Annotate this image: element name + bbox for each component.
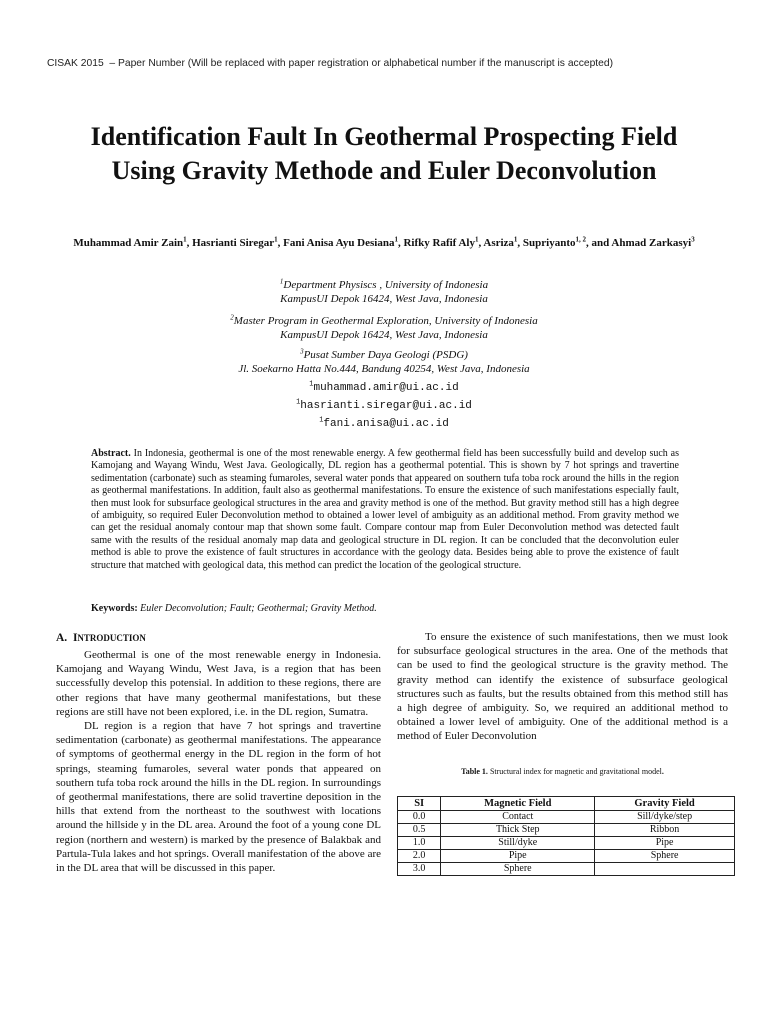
affil-mark: 1 [279, 277, 284, 286]
paragraph: DL region is a region that have 7 hot springs and travertine sedimentation (carbonate) as geothermal manifestations. The appearance of symptoms of geothermal energy in the DL region in the form of hot springs, steaming fumaroles, several water ponds that appeared on southern tufa toba rock around the hills in the DL region. In surroundings of geothermal manifestations, there are solid travertine deposition in the hills that extend from the northeast to the southwest with locations around the hillside y in the DL area. Around the foot of a young cone DL region (northern and western) is marked by the presence of Balakbak and Partula-Tula lakes and hot springs. Overall manifestation of the above are in the DL area that will be discussed in this paper. [56, 720, 381, 875]
section-heading [56, 632, 146, 644]
author-affil-mark: 1 [394, 235, 398, 244]
email-mark: 1 [309, 380, 314, 389]
email-mark: 1 [296, 398, 301, 407]
structural-index-table [397, 796, 735, 876]
author-name: Rifky Rafif Aly [403, 237, 475, 249]
email-mark: 1 [319, 416, 324, 425]
table-cell: 0.0 [398, 811, 441, 824]
email-2[interactable] [100, 399, 668, 413]
email-address[interactable]: fani.anisa@ui.ac.id [323, 418, 449, 430]
affil-mark: 2 [230, 313, 234, 322]
affil-line: Pusat Sumber Daya Geologi (PSDG) [303, 349, 468, 361]
affiliation-3 [100, 348, 668, 376]
author-name: Asriza [483, 237, 514, 249]
keywords-label: Keywords: [91, 603, 138, 614]
table-cell: Thick Step [441, 824, 595, 837]
affil-line: Jl. Soekarno Hatta No.444, Bandung 40254, West Java, Indonesia [238, 363, 530, 375]
paragraph: To ensure the existence of such manifestations, then we must look for subsurface geological structures in the area. One of the methods that can be used to find the geological structure is the gravity method. The gravity method can identify the existence of subsurface geological structures such as faults, but the results obtained from this method still has a high degree of ambiguity. So, we required an additional method to obtained a lower level of ambiguity. One of the additional method is a method of Euler Deconvolution [397, 631, 728, 743]
author-affil-mark: 3 [691, 235, 695, 244]
table-cell: Sill/dyke/step [595, 811, 735, 824]
table-row [398, 811, 735, 824]
paper-title: Identification Fault In Geothermal Prospecting Field Using Gravity Methode and Euler Deconvolution [90, 122, 678, 185]
affiliation-1 [100, 278, 668, 306]
affil-line: Department Physiscs , University of Indonesia [283, 279, 489, 291]
table-row [398, 824, 735, 837]
table-cell: Pipe [595, 837, 735, 850]
table-cell: Ribbon [595, 824, 735, 837]
right-column [397, 630, 728, 744]
section-number: A. [56, 632, 68, 644]
abstract-label: Abstract. [91, 448, 131, 459]
table-header-row [398, 797, 735, 811]
author-name: Ahmad Zarkasyi [611, 237, 692, 249]
email-address[interactable]: hasrianti.siregar@ui.ac.id [300, 400, 472, 412]
table-row [398, 837, 735, 850]
author-conjunction: and [591, 237, 610, 249]
table-caption-text: Structural index for magnetic and gravitational model [489, 767, 662, 776]
table-caption-label: Table 1. [461, 767, 488, 776]
email-3[interactable] [100, 417, 668, 431]
table-cell [595, 863, 735, 876]
author-name: Fani Anisa Ayu Desiana [283, 237, 395, 249]
column-header: SI [398, 797, 441, 811]
table-cell: 3.0 [398, 863, 441, 876]
running-header: CISAK 2015 – Paper Number (Will be replaced with paper registration or alphabetical number if the manuscript is accepted) [47, 58, 614, 69]
author-affil-mark: 1 [474, 235, 479, 244]
affil-line: KampusUI Depok 16424, West Java, Indonesia [280, 293, 488, 305]
table-caption-end: . [661, 767, 664, 776]
affil-mark: 3 [300, 347, 304, 356]
author-affil-mark: 1 [274, 235, 278, 244]
section-title-initial: I [72, 632, 78, 644]
keywords [91, 603, 679, 615]
table-cell: Sphere [595, 850, 735, 863]
author-list: Muhammad Amir Zain$^1$, Hasrianti Siregar$^1$, Fani Anisa Ayu Desiana$^1$, Rifky Rafif Aly$^1$, Asriza$^1$, Supriyanto$^{1, 2}$, and Ahmad Zarkasyi$^3$ [73, 235, 695, 249]
abstract-text: In Indonesia, geothermal is one of the most renewable energy. A few geothermal field has been successfully build and develop such as Kamojang and Wayang Windu, West Java. Geologically, DL region has a geothermal potential. This is shown by 7 hot springs and travertine sedimentation (carbonate) such as steaming fumaroles, several water ponds that appeared on southern tufa toba rock around the hills in the region as geothermal manifestations. In addition, fault also as geothermal manifestations. To ensure the existence of such manifestations especially fault, then must look for subsurface geological structures in the area and gravity method is one of the method. But gravity method still has a high degree of ambiguity, so required Euler Deconvolution method to obtained a lower level of ambiguity as an additional method. From gravity method we can get the residual anomaly contour map that shown some fault. Compare contour map from Euler Deconvolution method was detected fault same with the results of the residual anomaly map data and geological structure in DL region. It can be concluded that the deconvolution euler method is able to prove the existence of fault structures in accordance with the geology data. Besides being able to prove the existence of fault structure that matched with geological data, this method can predict the location of the geological structure. [91, 448, 680, 571]
author-name: Hasrianti Siregar [192, 237, 275, 249]
table-cell: 0.5 [398, 824, 441, 837]
author-affil-mark: 1 [513, 235, 518, 244]
table-cell: 2.0 [398, 850, 441, 863]
author-name: Muhammad Amir Zain [73, 237, 184, 249]
keywords-text: Euler Deconvolution; Fault; Geothermal; Gravity Method. [140, 603, 377, 614]
table-cell: 1.0 [398, 837, 441, 850]
left-column [56, 648, 381, 875]
table-cell: Still/dyke [441, 837, 595, 850]
author-affil-mark: 1, 2 [575, 235, 586, 244]
section-title-rest: NTRODUCTION [77, 633, 146, 643]
table-row [398, 863, 735, 876]
column-header: Magnetic Field [441, 797, 595, 811]
affiliation-2 [100, 314, 668, 342]
table-cell: Contact [441, 811, 595, 824]
abstract [91, 448, 679, 572]
author-affil-mark: 1 [183, 235, 187, 244]
paragraph: Geothermal is one of the most renewable energy in Indonesia. Kamojang and Wayang Windu, West Java, is a region that has been successfully develop this potensial. In addition to these regions, there are other regions that have many geothermal manifestations, but these regions are still have not been explored, i.e. in the DL region, Sumatra. [56, 649, 381, 718]
table-cell: Sphere [441, 863, 595, 876]
email-1[interactable] [100, 381, 668, 395]
table-row [398, 850, 735, 863]
affil-line: KampusUI Depok 16424, West Java, Indonesia [280, 329, 488, 341]
affil-line: Master Program in Geothermal Exploration, University of Indonesia [233, 315, 538, 327]
author-name: Supriyanto [522, 237, 576, 249]
table-cell: Pipe [441, 850, 595, 863]
email-address[interactable]: muhammad.amir@ui.ac.id [313, 382, 459, 394]
column-header: Gravity Field [595, 797, 735, 811]
table-caption [397, 767, 728, 776]
